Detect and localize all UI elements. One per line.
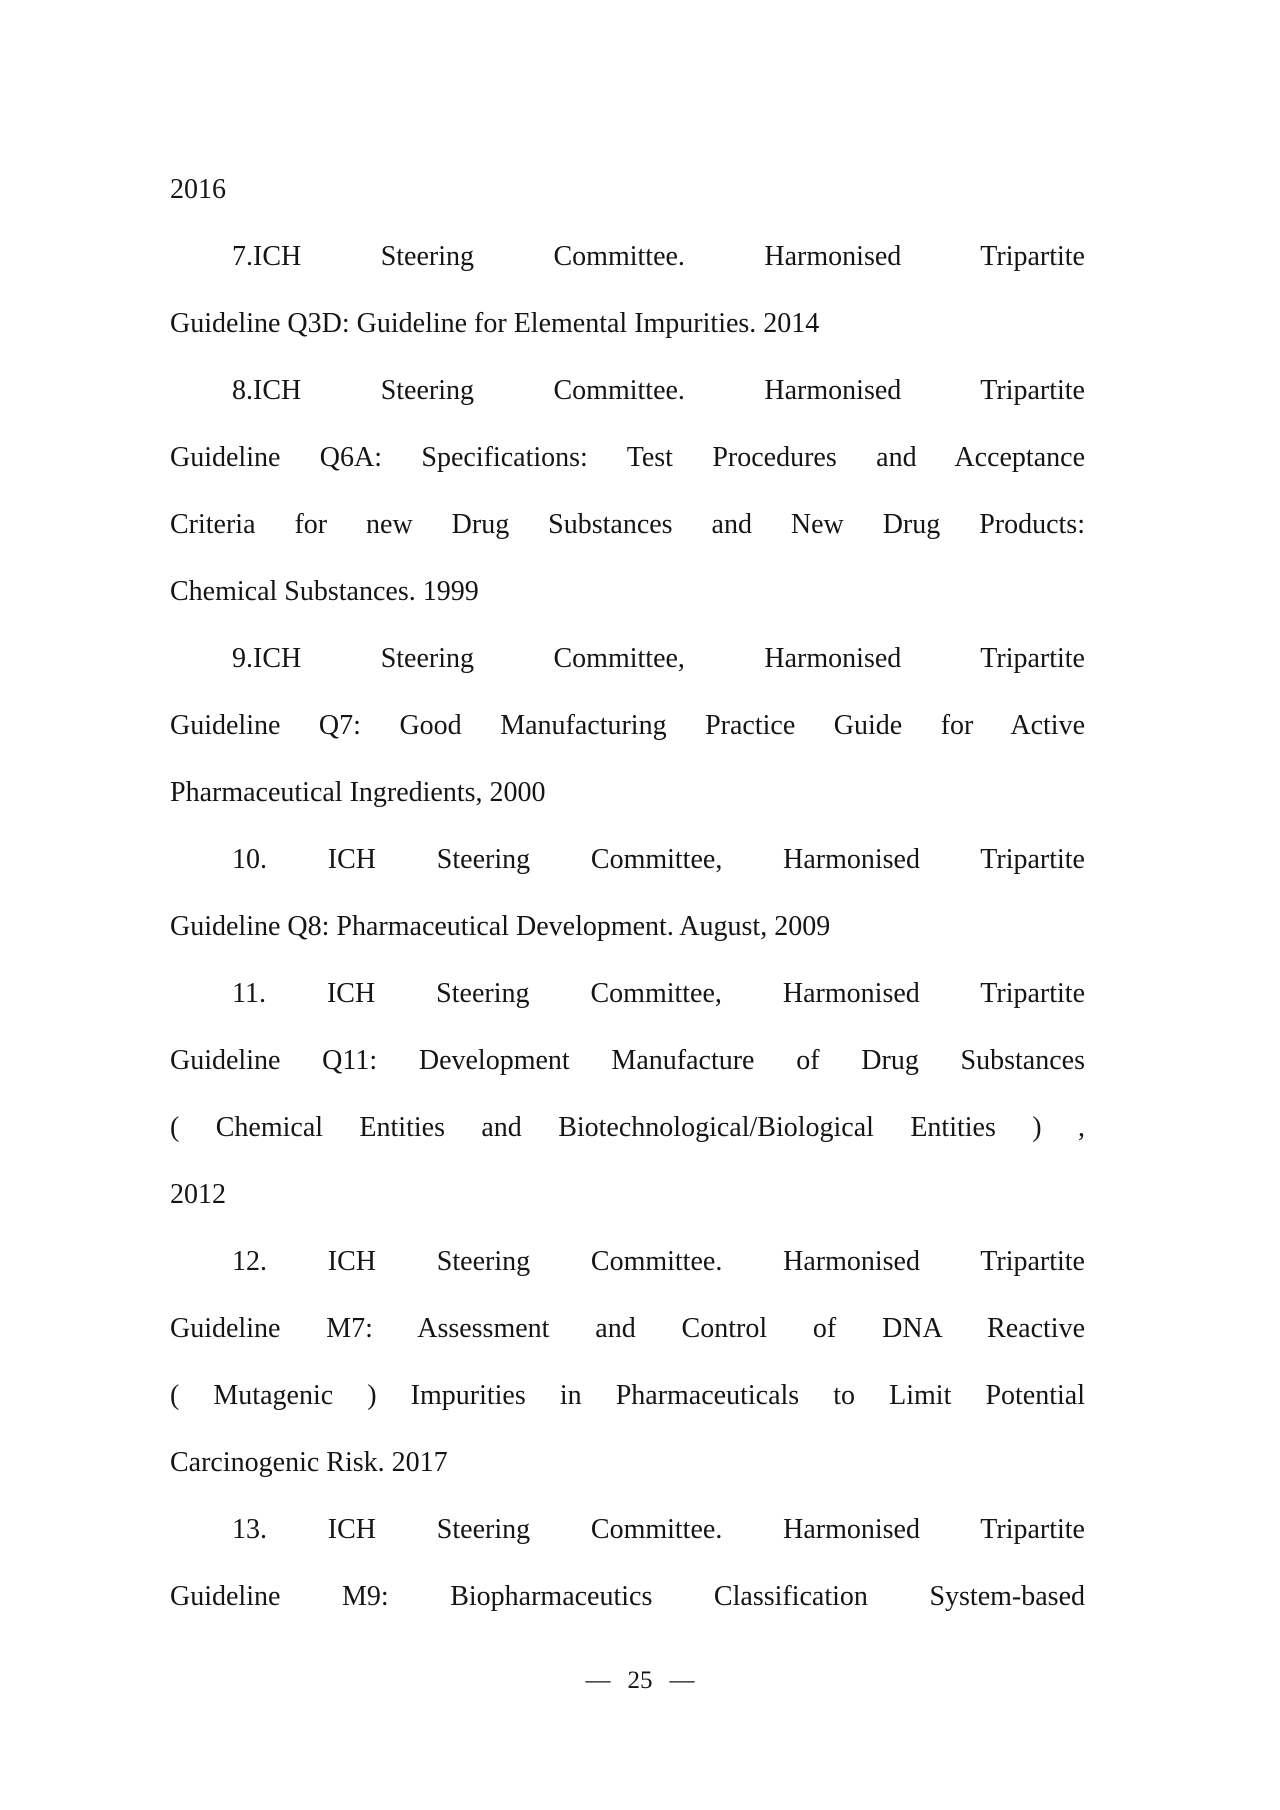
reference-line: Carcinogenic Risk. 2017 <box>170 1447 448 1478</box>
reference-line: Guideline Q11: Development Manufacture of Drug Substances <box>170 1045 1085 1076</box>
reference-line: Guideline Q8: Pharmaceutical Development. August, 2009 <box>170 911 831 942</box>
reference-line: Guideline M9: Biopharmaceutics Classification System-based <box>170 1581 1085 1612</box>
reference-line: 13. ICH Steering Committee. Harmonised Tripartite <box>232 1514 1085 1545</box>
footer-right-dash: — <box>669 1667 695 1694</box>
reference-line: Guideline Q7: Good Manufacturing Practice Guide for Active <box>170 710 1085 741</box>
reference-line: 2012 <box>170 1179 226 1210</box>
reference-line: Guideline Q6A: Specifications: Test Procedures and Acceptance <box>170 442 1085 473</box>
footer-left-dash: — <box>585 1667 611 1694</box>
page-number: 25 <box>627 1667 653 1694</box>
reference-line: ( Chemical Entities and Biotechnological/Biological Entities ) , <box>170 1112 1085 1143</box>
reference-line: Guideline Q3D: Guideline for Elemental Impurities. 2014 <box>170 308 820 339</box>
reference-line: 8.ICH Steering Committee. Harmonised Tripartite <box>232 375 1085 406</box>
reference-line: Guideline M7: Assessment and Control of DNA Reactive <box>170 1313 1085 1344</box>
reference-line: 2016 <box>170 174 226 205</box>
reference-line: Pharmaceutical Ingredients, 2000 <box>170 777 546 808</box>
reference-line: 10. ICH Steering Committee, Harmonised Tripartite <box>232 844 1085 875</box>
references-text-block <box>170 156 1085 1630</box>
reference-line: 11. ICH Steering Committee, Harmonised Tripartite <box>232 978 1085 1009</box>
reference-line: Chemical Substances. 1999 <box>170 576 479 607</box>
reference-line: ( Mutagenic ) Impurities in Pharmaceuticals to Limit Potential <box>170 1380 1085 1411</box>
reference-line: Criteria for new Drug Substances and New Drug Products: <box>170 509 1085 540</box>
reference-line: 7.ICH Steering Committee. Harmonised Tripartite <box>232 241 1085 272</box>
reference-line: 12. ICH Steering Committee. Harmonised Tripartite <box>232 1246 1085 1277</box>
page-footer <box>0 1660 1280 1702</box>
reference-line: 9.ICH Steering Committee, Harmonised Tripartite <box>232 643 1085 674</box>
